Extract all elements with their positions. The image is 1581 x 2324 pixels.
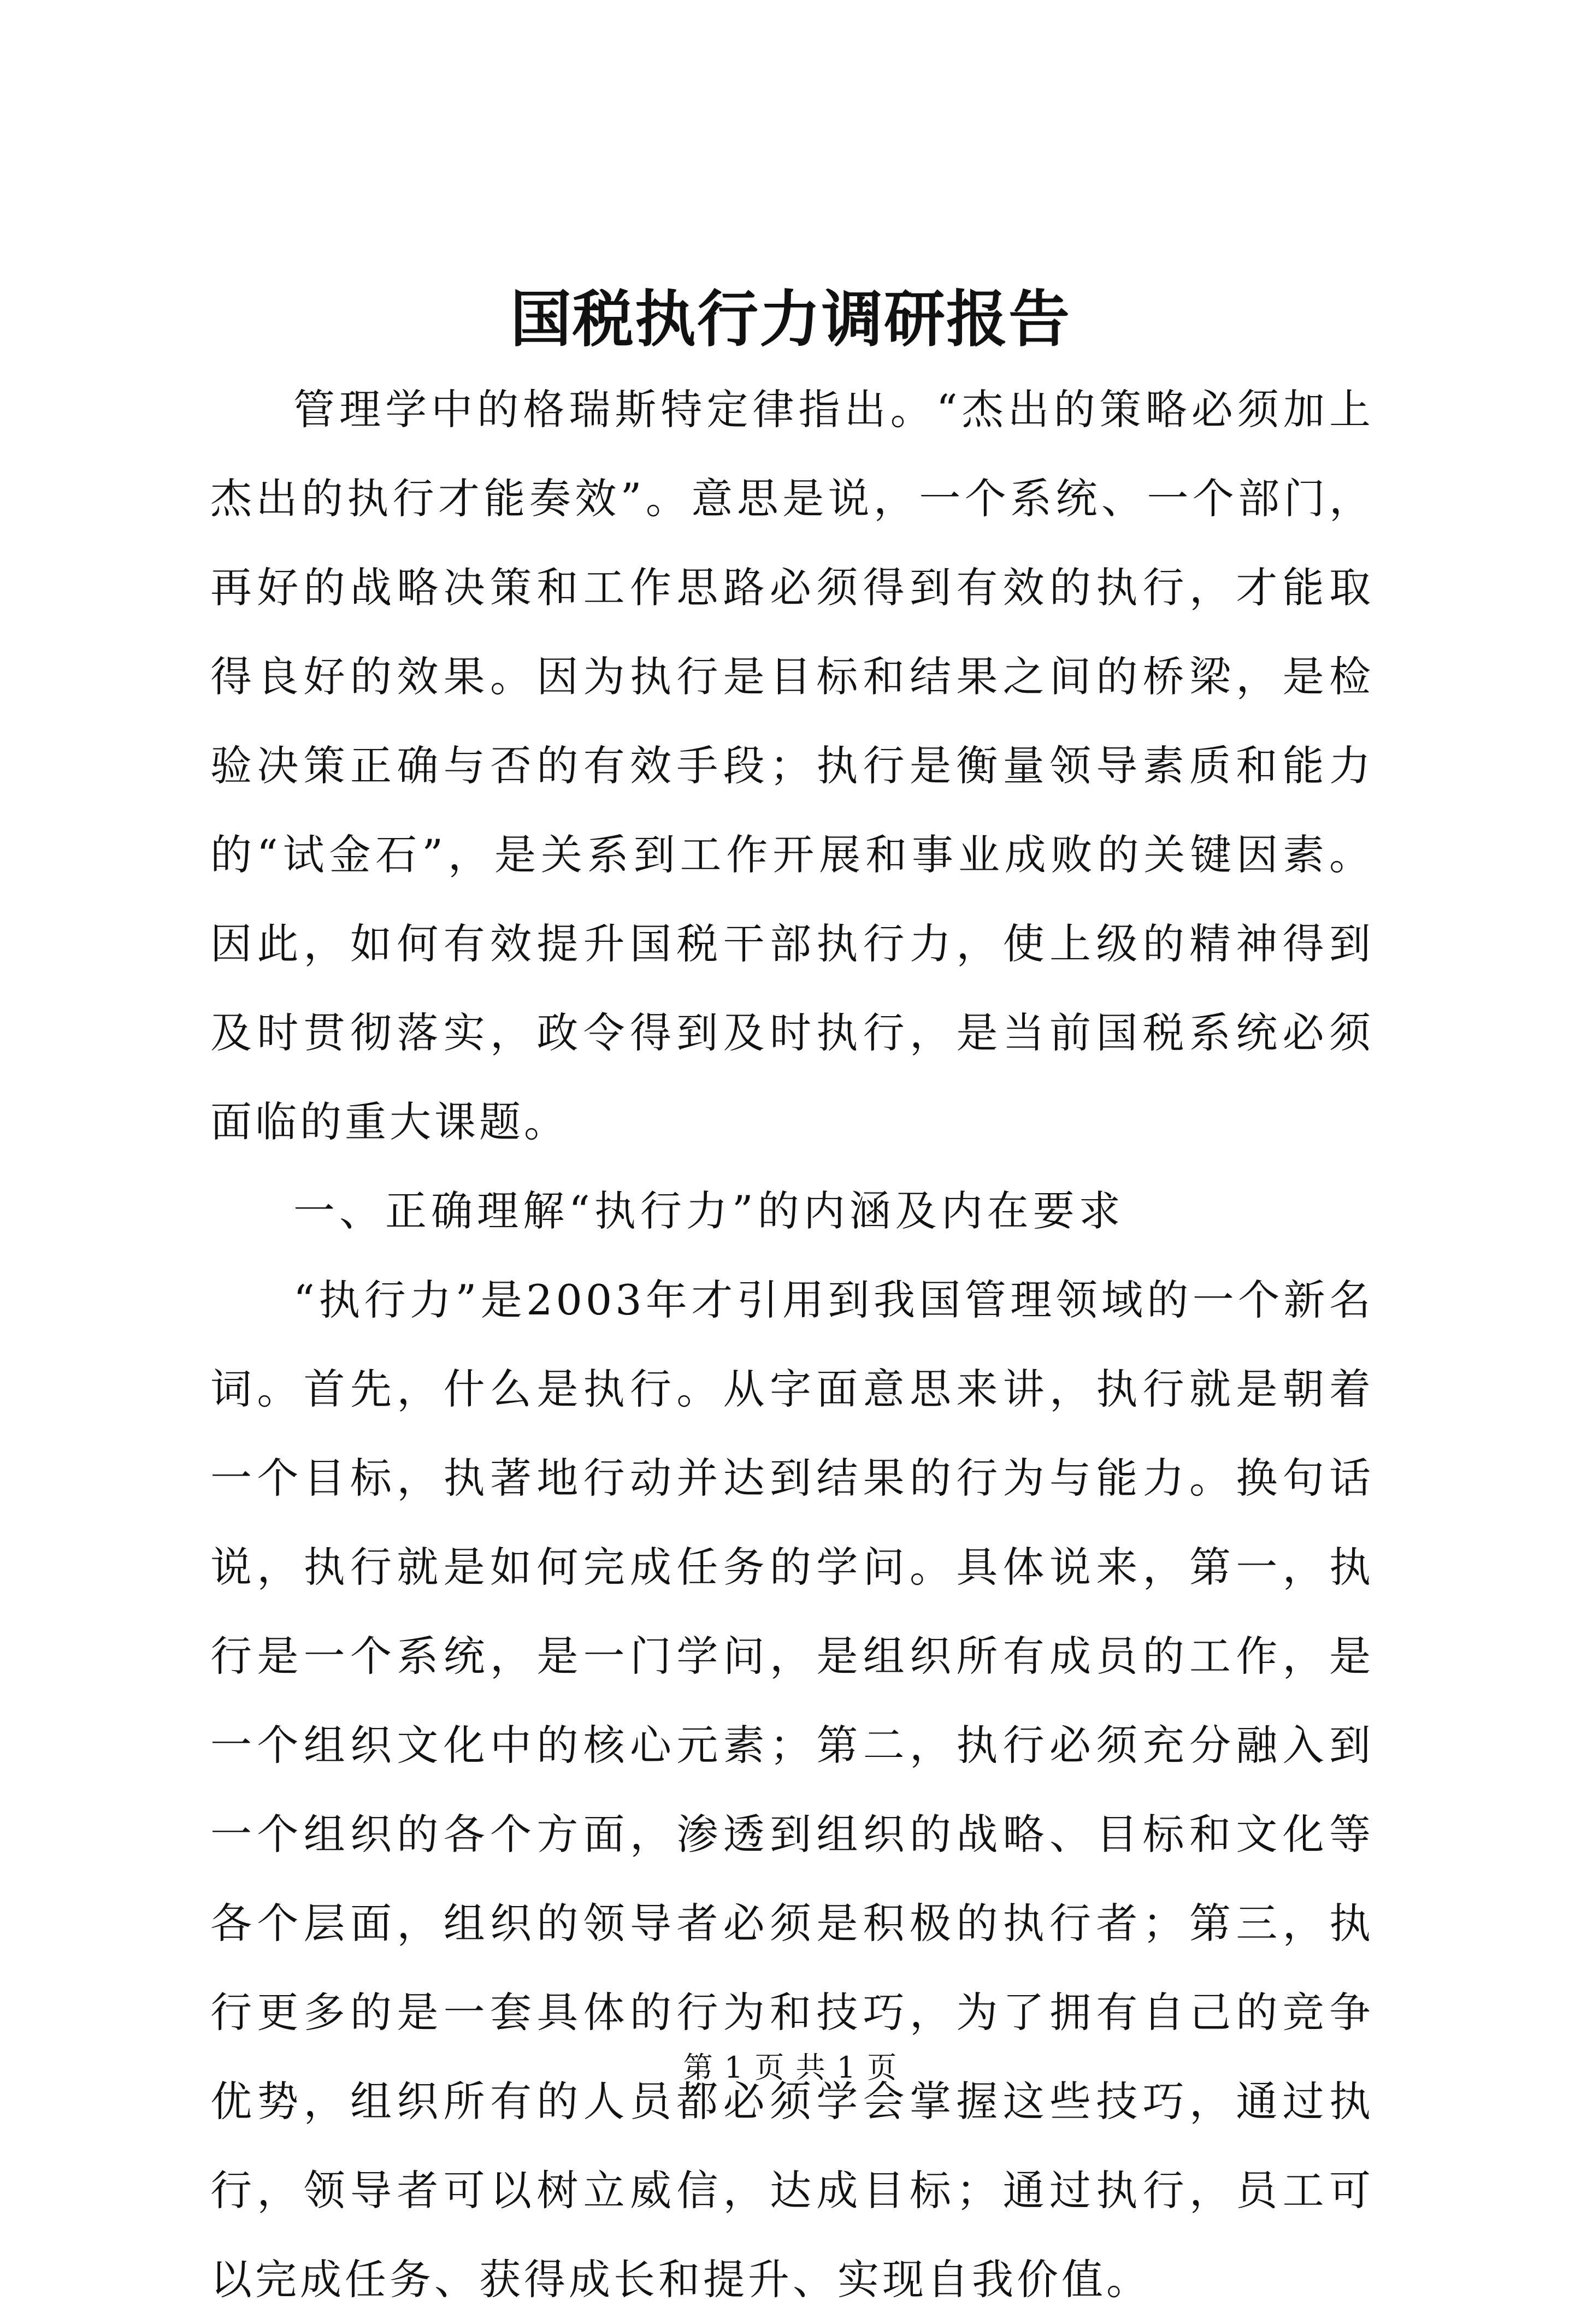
section-paragraph: “执行力”是2003年才引用到我国管理领域的一个新名词。首先，什么是执行。从字面意思来讲，执行就是朝着一个目标，执著地行动并达到结果的行为与能力。换句话说，执行就是如何完成任务的学问。具体说来，第一，执行是一个系统，是一门学问，是组织所有成员的工作，是一个组织文化中的核心元素；第二，执行必须充分融入到一个组织的各个方面，渗透到组织的战略、目标和文化等各个层面，组织的领导者必须是积极的执行者；第三，执行更多的是一套具体的行为和技巧，为了拥有自己的竞争优势，组织所有的人员都必须学会掌握这些技巧，通过执行，领导者可以树立威信，达成目标；通过执行，员工可以完成任务、获得成长和提升、实现自我价值。 — [210, 1276, 1374, 2304]
document-title: 国税执行力调研报告 — [510, 284, 1071, 355]
section-heading: 一、正确理解“执行力”的内涵及内在要求 — [293, 1187, 1125, 1235]
intro-paragraph: 管理学中的格瑞斯特定律指出。“杰出的策略必须加上杰出的执行才能奏效”。意思是说，一个系统、一个部门，再好的战略决策和工作思路必须得到有效的执行，才能取得良好的效果。因为执行是目标和结果之间的桥梁，是检验决策正确与否的有效手段；执行是衡量领导素质和能力的“试金石”，是关系到工作开展和事业成败的关键因素。因此，如何有效提升国税干部执行力，使上级的精神得到及时贯彻落实，政令得到及时执行，是当前国税系统必须面临的重大课题。 — [210, 385, 1374, 1146]
document-body — [210, 365, 1374, 2324]
page-footer: 第 1 页 共 1 页 — [683, 2050, 898, 2085]
